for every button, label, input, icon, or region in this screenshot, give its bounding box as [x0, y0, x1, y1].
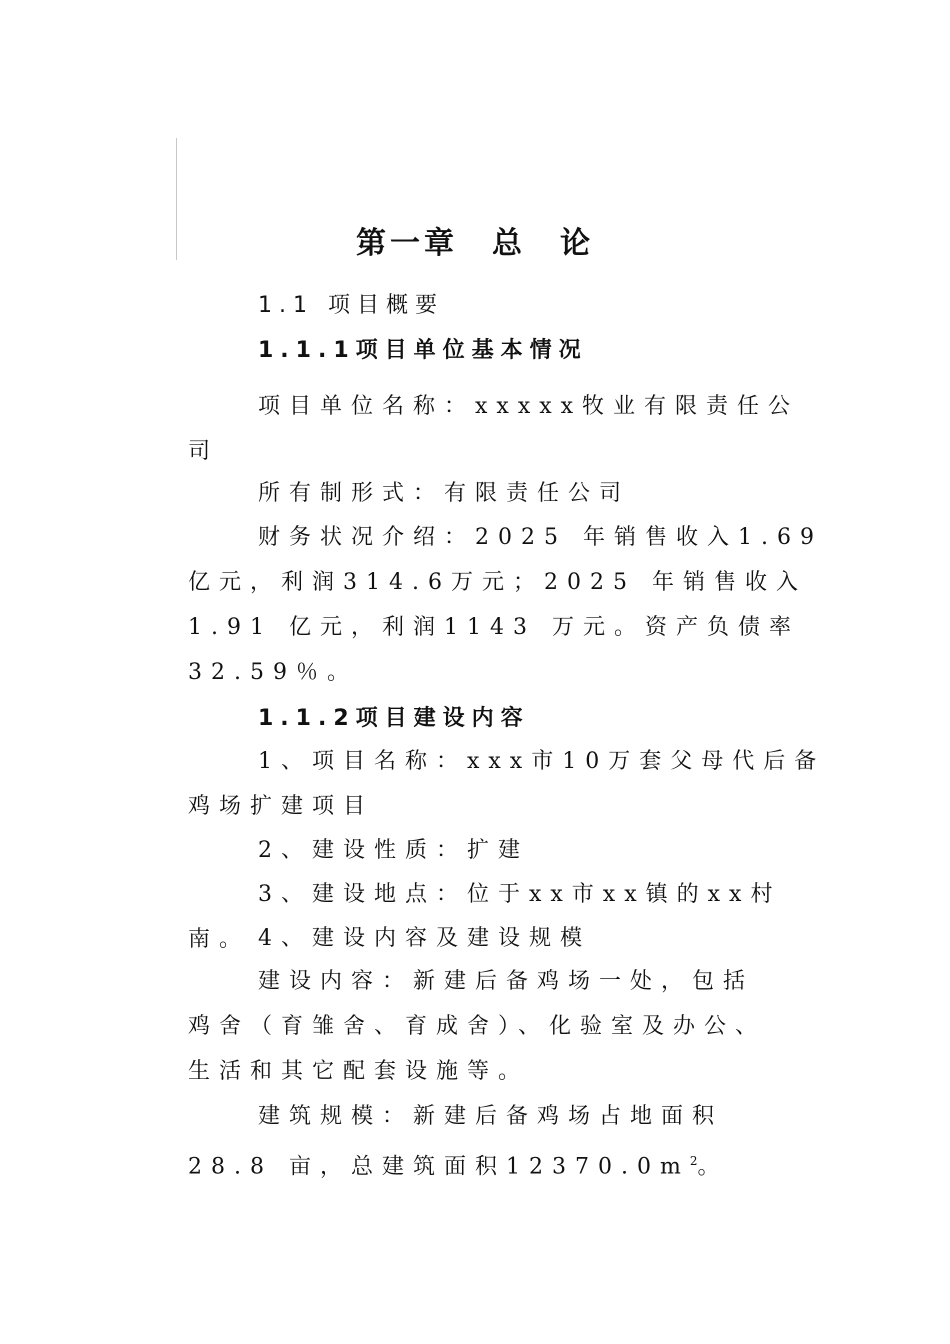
- section-heading-1-1-1: 1.1.1项目单位基本情况: [258, 338, 588, 363]
- item-4-paragraph: 4、建设内容及建设规模: [258, 926, 591, 951]
- construction-content-paragraph: [188, 959, 800, 1094]
- finance-line-3: 1.91 亿元，利润1143 万元。资产负债率: [188, 615, 800, 640]
- item-1-line-2: 鸡场扩建项目: [188, 794, 375, 819]
- item-3-paragraph: 3、建设地点：位于xx市xx镇的xx村南。: [188, 882, 782, 952]
- square-superscript: 2: [689, 1154, 698, 1168]
- chapter-title: 第一章 总 论: [356, 226, 594, 261]
- scale-line-1: 建筑规模：新建后备鸡场占地面积: [258, 1104, 724, 1129]
- finance-line-4: 32.59％。: [188, 660, 358, 685]
- unit-name-line-1: 项目单位名称：xxxxx牧业有限责任公: [258, 394, 800, 419]
- scale-line-2: [188, 1139, 800, 1189]
- finance-line-2: 亿元，利润314.6万元；2025 年销售收入: [188, 570, 807, 595]
- content-line-2: 鸡舍（育雏舍、育成舍）、化验室及办公、: [188, 1014, 767, 1039]
- section-heading-1-1: 1.1 项目概要: [258, 293, 444, 318]
- scale-line-2-end: 。: [697, 1154, 729, 1180]
- item-2-paragraph: 2、建设性质：扩建: [258, 838, 529, 863]
- finance-line-1: 财务状况介绍：2025 年销售收入1.69: [258, 525, 823, 550]
- item-1-paragraph: [188, 739, 826, 829]
- content-line-3: 生活和其它配套设施等。: [188, 1059, 530, 1084]
- content-line-1: 建设内容：新建后备鸡场一处，包括: [258, 969, 755, 994]
- scale-line-2-text: 28.8 亩，总建筑面积12370.0m: [188, 1154, 690, 1180]
- unit-name-line-2: 司: [188, 439, 220, 464]
- item-1-line-1: 1、项目名称：xxx市10万套父母代后备: [258, 749, 826, 774]
- section-heading-1-1-2: 1.1.2项目建设内容: [258, 706, 530, 731]
- ownership-paragraph: 所有制形式：有限责任公司: [258, 481, 631, 506]
- construction-scale-paragraph: [188, 1094, 800, 1189]
- finance-paragraph: [188, 515, 823, 695]
- unit-name-paragraph: [188, 384, 800, 474]
